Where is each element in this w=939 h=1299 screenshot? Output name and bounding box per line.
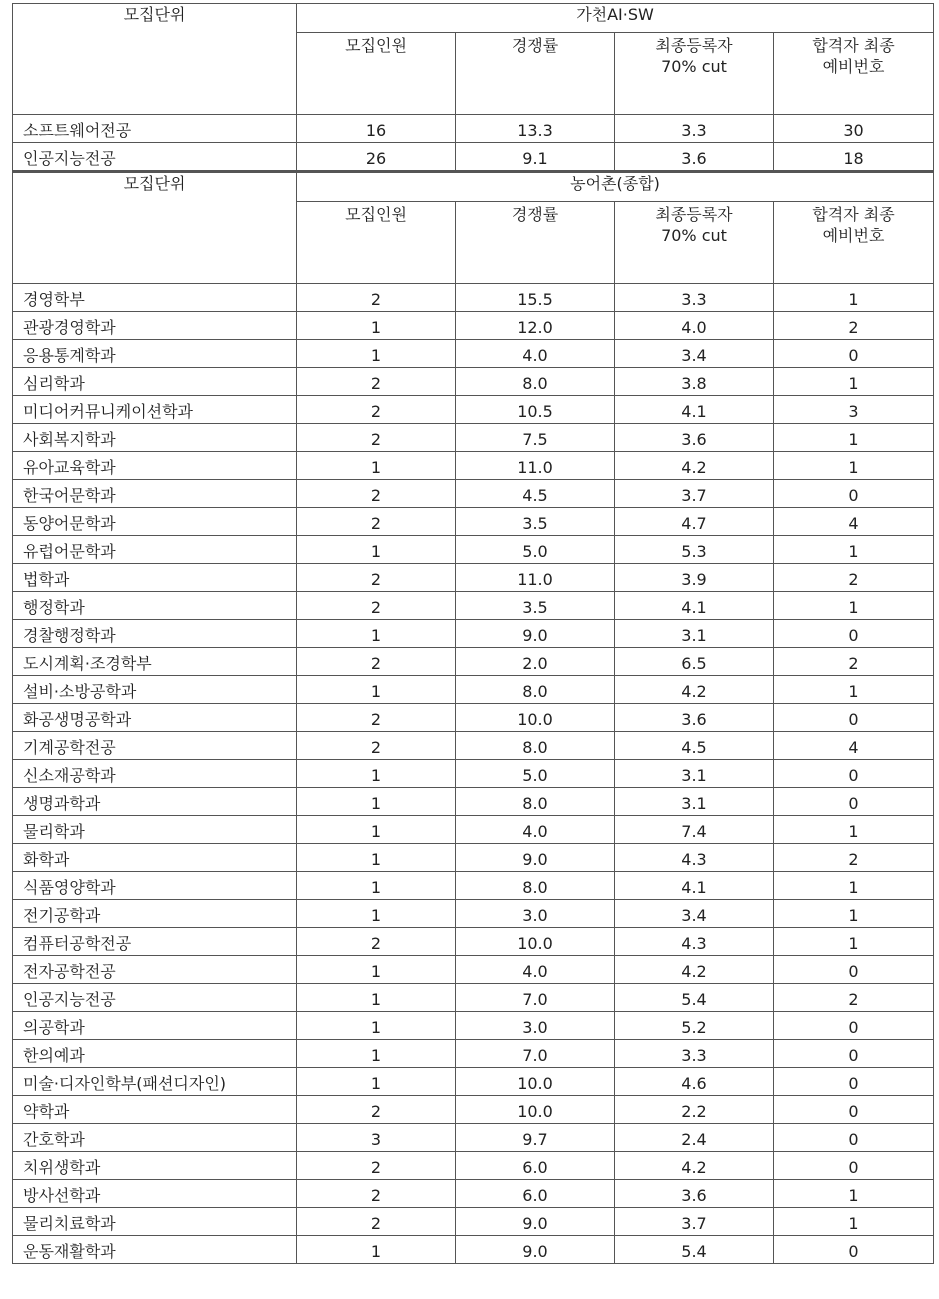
table-row [13, 704, 934, 732]
dept-name-cell: 관광경영학과 [13, 312, 297, 340]
quota-cell: 3 [297, 1124, 456, 1152]
quota-cell: 2 [297, 284, 456, 312]
quota-cell: 1 [297, 340, 456, 368]
col-header-cut: 최종등록자 70% cut [615, 33, 774, 115]
table-row [13, 620, 934, 648]
table-ai-sw [12, 3, 934, 171]
quota-cell: 1 [297, 844, 456, 872]
group-header: 농어촌(종합) [297, 172, 934, 202]
waitlist-number-cell: 0 [774, 1236, 934, 1264]
waitlist-number-cell: 1 [774, 900, 934, 928]
competition-ratio-cell: 3.0 [456, 1012, 615, 1040]
dept-name-cell: 방사선학과 [13, 1180, 297, 1208]
quota-cell: 2 [297, 368, 456, 396]
waitlist-number-cell: 1 [774, 676, 934, 704]
quota-cell: 2 [297, 592, 456, 620]
header-group-row [13, 172, 934, 202]
table-rural-body [13, 172, 934, 1264]
waitlist-number-cell: 2 [774, 844, 934, 872]
waitlist-number-cell: 1 [774, 1208, 934, 1236]
cut-70-cell: 4.3 [615, 844, 774, 872]
table-row [13, 452, 934, 480]
waitlist-number-cell: 4 [774, 508, 934, 536]
table-row [13, 368, 934, 396]
competition-ratio-cell: 8.0 [456, 788, 615, 816]
dept-name-cell: 신소재공학과 [13, 760, 297, 788]
table-row [13, 312, 934, 340]
quota-cell: 1 [297, 1012, 456, 1040]
competition-ratio-cell: 9.0 [456, 844, 615, 872]
competition-ratio-cell: 10.0 [456, 1096, 615, 1124]
table-row [13, 788, 934, 816]
dept-name-cell: 전자공학전공 [13, 956, 297, 984]
waitlist-number-cell: 0 [774, 1068, 934, 1096]
dept-name-cell: 심리학과 [13, 368, 297, 396]
unit-header: 모집단위 [13, 172, 297, 284]
cut-70-cell: 4.1 [615, 872, 774, 900]
quota-cell: 2 [297, 424, 456, 452]
competition-ratio-cell: 6.0 [456, 1180, 615, 1208]
table-row [13, 900, 934, 928]
table-row [13, 564, 934, 592]
table-row [13, 284, 934, 312]
table-row [13, 760, 934, 788]
quota-cell: 2 [297, 648, 456, 676]
competition-ratio-cell: 11.0 [456, 564, 615, 592]
waitlist-number-cell: 0 [774, 704, 934, 732]
table-row [13, 1012, 934, 1040]
quota-cell: 1 [297, 676, 456, 704]
competition-ratio-cell: 13.3 [456, 115, 615, 143]
waitlist-number-cell: 0 [774, 1040, 934, 1068]
quota-cell: 2 [297, 396, 456, 424]
dept-name-cell: 소프트웨어전공 [13, 115, 297, 143]
cut-70-cell: 3.3 [615, 115, 774, 143]
table-row [13, 872, 934, 900]
waitlist-number-cell: 1 [774, 592, 934, 620]
dept-name-cell: 응용통계학과 [13, 340, 297, 368]
table-row [13, 676, 934, 704]
dept-name-cell: 경영학부 [13, 284, 297, 312]
col-header-quota: 모집인원 [297, 33, 456, 115]
cut-70-cell: 3.3 [615, 284, 774, 312]
cut-70-cell: 6.5 [615, 648, 774, 676]
dept-name-cell: 설비·소방공학과 [13, 676, 297, 704]
competition-ratio-cell: 7.5 [456, 424, 615, 452]
cut-70-cell: 4.1 [615, 396, 774, 424]
table-row [13, 984, 934, 1012]
waitlist-number-cell: 1 [774, 368, 934, 396]
dept-name-cell: 유럽어문학과 [13, 536, 297, 564]
dept-name-cell: 행정학과 [13, 592, 297, 620]
quota-cell: 1 [297, 872, 456, 900]
waitlist-number-cell: 2 [774, 564, 934, 592]
dept-name-cell: 사회복지학과 [13, 424, 297, 452]
dept-name-cell: 인공지능전공 [13, 143, 297, 171]
col-header-ratio: 경쟁률 [456, 202, 615, 284]
quota-cell: 1 [297, 760, 456, 788]
quota-cell: 2 [297, 480, 456, 508]
table-row [13, 648, 934, 676]
dept-name-cell: 인공지능전공 [13, 984, 297, 1012]
table-row [13, 143, 934, 171]
dept-name-cell: 컴퓨터공학전공 [13, 928, 297, 956]
dept-name-cell: 화학과 [13, 844, 297, 872]
cut-70-cell: 5.4 [615, 1236, 774, 1264]
competition-ratio-cell: 8.0 [456, 676, 615, 704]
quota-cell: 1 [297, 816, 456, 844]
waitlist-number-cell: 1 [774, 284, 934, 312]
cut-70-cell: 4.2 [615, 452, 774, 480]
cut-70-cell: 3.1 [615, 788, 774, 816]
cut-70-cell: 4.1 [615, 592, 774, 620]
quota-cell: 1 [297, 1236, 456, 1264]
competition-ratio-cell: 12.0 [456, 312, 615, 340]
quota-cell: 16 [297, 115, 456, 143]
competition-ratio-cell: 4.0 [456, 340, 615, 368]
cut-70-cell: 3.4 [615, 900, 774, 928]
dept-name-cell: 식품영양학과 [13, 872, 297, 900]
cut-70-cell: 4.2 [615, 1152, 774, 1180]
table-rural [12, 171, 934, 1264]
competition-ratio-cell: 9.1 [456, 143, 615, 171]
table-ai-sw-body [13, 4, 934, 171]
waitlist-number-cell: 3 [774, 396, 934, 424]
quota-cell: 26 [297, 143, 456, 171]
quota-cell: 1 [297, 900, 456, 928]
competition-ratio-cell: 5.0 [456, 760, 615, 788]
quota-cell: 1 [297, 788, 456, 816]
dept-name-cell: 한국어문학과 [13, 480, 297, 508]
cut-70-cell: 2.2 [615, 1096, 774, 1124]
cut-70-cell: 3.4 [615, 340, 774, 368]
quota-cell: 2 [297, 704, 456, 732]
table-row [13, 844, 934, 872]
waitlist-number-cell: 1 [774, 1180, 934, 1208]
col-header-quota: 모집인원 [297, 202, 456, 284]
quota-cell: 1 [297, 620, 456, 648]
dept-name-cell: 법학과 [13, 564, 297, 592]
dept-name-cell: 한의예과 [13, 1040, 297, 1068]
quota-cell: 2 [297, 732, 456, 760]
competition-ratio-cell: 6.0 [456, 1152, 615, 1180]
dept-name-cell: 운동재활학과 [13, 1236, 297, 1264]
cut-70-cell: 3.1 [615, 620, 774, 648]
cut-70-cell: 3.8 [615, 368, 774, 396]
competition-ratio-cell: 5.0 [456, 536, 615, 564]
admissions-tables [12, 3, 933, 1264]
col-header-waitlist: 합격자 최종 예비번호 [774, 33, 934, 115]
waitlist-number-cell: 2 [774, 312, 934, 340]
competition-ratio-cell: 10.0 [456, 704, 615, 732]
cut-70-cell: 3.6 [615, 424, 774, 452]
waitlist-number-cell: 0 [774, 788, 934, 816]
cut-70-cell: 3.7 [615, 480, 774, 508]
waitlist-number-cell: 2 [774, 648, 934, 676]
competition-ratio-cell: 8.0 [456, 872, 615, 900]
table-row [13, 1124, 934, 1152]
waitlist-number-cell: 0 [774, 1152, 934, 1180]
header-group-row [13, 4, 934, 33]
waitlist-number-cell: 18 [774, 143, 934, 171]
table-row [13, 1236, 934, 1264]
cut-70-cell: 4.5 [615, 732, 774, 760]
waitlist-number-cell: 0 [774, 620, 934, 648]
competition-ratio-cell: 10.5 [456, 396, 615, 424]
quota-cell: 1 [297, 956, 456, 984]
table-row [13, 115, 934, 143]
dept-name-cell: 전기공학과 [13, 900, 297, 928]
cut-70-cell: 4.0 [615, 312, 774, 340]
cut-70-cell: 4.2 [615, 956, 774, 984]
waitlist-number-cell: 1 [774, 424, 934, 452]
dept-name-cell: 물리학과 [13, 816, 297, 844]
competition-ratio-cell: 11.0 [456, 452, 615, 480]
waitlist-number-cell: 30 [774, 115, 934, 143]
competition-ratio-cell: 8.0 [456, 732, 615, 760]
dept-name-cell: 동양어문학과 [13, 508, 297, 536]
group-header: 가천AI·SW [297, 4, 934, 33]
dept-name-cell: 경찰행정학과 [13, 620, 297, 648]
cut-70-cell: 5.4 [615, 984, 774, 1012]
col-header-ratio: 경쟁률 [456, 33, 615, 115]
waitlist-number-cell: 0 [774, 1124, 934, 1152]
waitlist-number-cell: 1 [774, 872, 934, 900]
table-row [13, 1096, 934, 1124]
waitlist-number-cell: 0 [774, 480, 934, 508]
dept-name-cell: 도시계획·조경학부 [13, 648, 297, 676]
col-header-waitlist: 합격자 최종 예비번호 [774, 202, 934, 284]
competition-ratio-cell: 4.0 [456, 816, 615, 844]
competition-ratio-cell: 4.0 [456, 956, 615, 984]
table-row [13, 592, 934, 620]
table-row [13, 396, 934, 424]
dept-name-cell: 간호학과 [13, 1124, 297, 1152]
dept-name-cell: 유아교육학과 [13, 452, 297, 480]
table-row [13, 536, 934, 564]
competition-ratio-cell: 7.0 [456, 984, 615, 1012]
table-row [13, 732, 934, 760]
competition-ratio-cell: 3.0 [456, 900, 615, 928]
quota-cell: 2 [297, 1096, 456, 1124]
waitlist-number-cell: 0 [774, 956, 934, 984]
quota-cell: 1 [297, 452, 456, 480]
table-row [13, 1068, 934, 1096]
waitlist-number-cell: 0 [774, 1012, 934, 1040]
competition-ratio-cell: 9.0 [456, 1208, 615, 1236]
cut-70-cell: 3.1 [615, 760, 774, 788]
cut-70-cell: 3.3 [615, 1040, 774, 1068]
quota-cell: 1 [297, 984, 456, 1012]
waitlist-number-cell: 1 [774, 536, 934, 564]
waitlist-number-cell: 0 [774, 760, 934, 788]
table-row [13, 480, 934, 508]
competition-ratio-cell: 3.5 [456, 508, 615, 536]
competition-ratio-cell: 4.5 [456, 480, 615, 508]
quota-cell: 1 [297, 1040, 456, 1068]
waitlist-number-cell: 1 [774, 452, 934, 480]
competition-ratio-cell: 10.0 [456, 1068, 615, 1096]
cut-70-cell: 5.3 [615, 536, 774, 564]
dept-name-cell: 의공학과 [13, 1012, 297, 1040]
cut-70-cell: 3.6 [615, 143, 774, 171]
cut-70-cell: 2.4 [615, 1124, 774, 1152]
cut-70-cell: 4.6 [615, 1068, 774, 1096]
competition-ratio-cell: 9.0 [456, 1236, 615, 1264]
dept-name-cell: 물리치료학과 [13, 1208, 297, 1236]
cut-70-cell: 3.7 [615, 1208, 774, 1236]
competition-ratio-cell: 8.0 [456, 368, 615, 396]
table-row [13, 1180, 934, 1208]
waitlist-number-cell: 0 [774, 340, 934, 368]
quota-cell: 1 [297, 1068, 456, 1096]
quota-cell: 2 [297, 928, 456, 956]
cut-70-cell: 3.9 [615, 564, 774, 592]
dept-name-cell: 기계공학전공 [13, 732, 297, 760]
cut-70-cell: 4.2 [615, 676, 774, 704]
competition-ratio-cell: 2.0 [456, 648, 615, 676]
cut-70-cell: 5.2 [615, 1012, 774, 1040]
quota-cell: 2 [297, 1180, 456, 1208]
dept-name-cell: 치위생학과 [13, 1152, 297, 1180]
competition-ratio-cell: 9.7 [456, 1124, 615, 1152]
table-row [13, 424, 934, 452]
table-row [13, 928, 934, 956]
waitlist-number-cell: 0 [774, 1096, 934, 1124]
waitlist-number-cell: 4 [774, 732, 934, 760]
table-row [13, 508, 934, 536]
table-row [13, 1040, 934, 1068]
dept-name-cell: 미디어커뮤니케이션학과 [13, 396, 297, 424]
col-header-cut: 최종등록자 70% cut [615, 202, 774, 284]
table-row [13, 1152, 934, 1180]
cut-70-cell: 4.3 [615, 928, 774, 956]
quota-cell: 2 [297, 564, 456, 592]
quota-cell: 2 [297, 1208, 456, 1236]
competition-ratio-cell: 7.0 [456, 1040, 615, 1068]
cut-70-cell: 7.4 [615, 816, 774, 844]
quota-cell: 1 [297, 312, 456, 340]
table-row [13, 340, 934, 368]
dept-name-cell: 미술·디자인학부(패션디자인) [13, 1068, 297, 1096]
waitlist-number-cell: 2 [774, 984, 934, 1012]
dept-name-cell: 생명과학과 [13, 788, 297, 816]
waitlist-number-cell: 1 [774, 928, 934, 956]
competition-ratio-cell: 9.0 [456, 620, 615, 648]
unit-header: 모집단위 [13, 4, 297, 115]
dept-name-cell: 약학과 [13, 1096, 297, 1124]
dept-name-cell: 화공생명공학과 [13, 704, 297, 732]
cut-70-cell: 3.6 [615, 1180, 774, 1208]
cut-70-cell: 4.7 [615, 508, 774, 536]
table-row [13, 816, 934, 844]
quota-cell: 2 [297, 1152, 456, 1180]
quota-cell: 1 [297, 536, 456, 564]
competition-ratio-cell: 10.0 [456, 928, 615, 956]
competition-ratio-cell: 15.5 [456, 284, 615, 312]
cut-70-cell: 3.6 [615, 704, 774, 732]
quota-cell: 2 [297, 508, 456, 536]
table-row [13, 1208, 934, 1236]
competition-ratio-cell: 3.5 [456, 592, 615, 620]
table-row [13, 956, 934, 984]
waitlist-number-cell: 1 [774, 816, 934, 844]
